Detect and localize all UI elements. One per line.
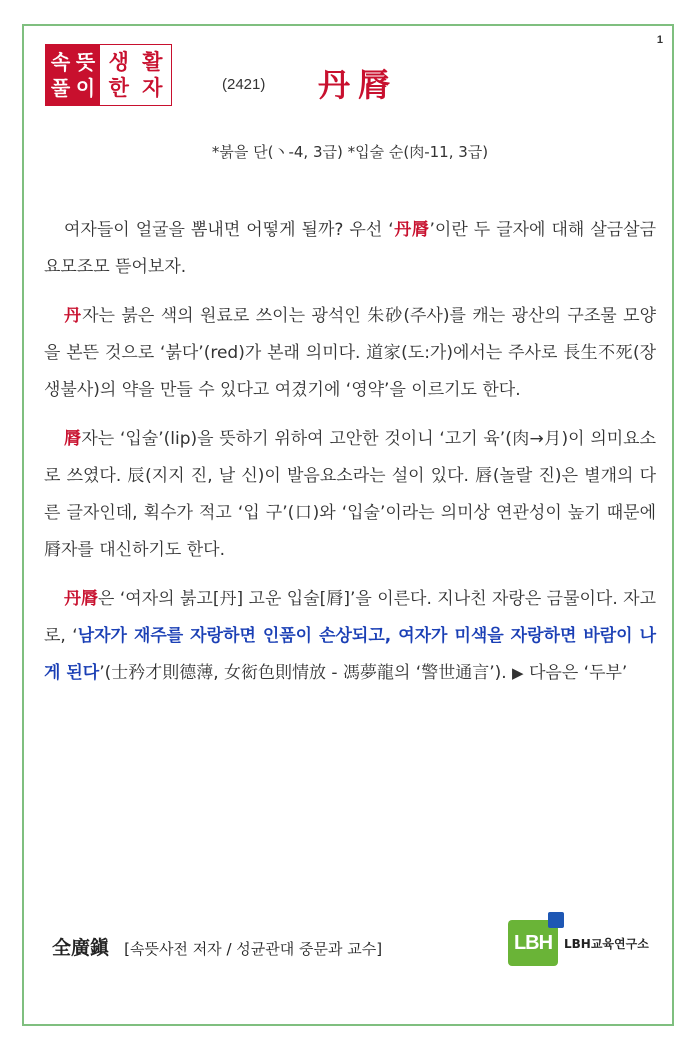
logo-char: 활 xyxy=(142,49,163,74)
highlight-hanja: 丹脣 xyxy=(393,220,430,240)
text: 은 ‘여자의 붉고[丹] 고운 입술[脣]’을 이른다. 지나친 자랑은 금물이다. 자고로, ‘ xyxy=(44,589,657,646)
logo-left-block xyxy=(46,45,100,105)
text: ’(士矜才則德薄, 女衒色則情放 - 馮夢龍의 ‘警世通言’). xyxy=(99,663,513,683)
text: 여자들이 얼굴을 뽐내면 어떻게 될까? 우선 ‘ xyxy=(64,220,394,240)
lbh-badge-text: LBH xyxy=(513,931,553,954)
logo-char: 자 xyxy=(142,75,163,100)
highlight-hanja: 丹 xyxy=(64,306,83,326)
logo-char: 뜻 xyxy=(75,50,96,74)
highlight-hanja: 脣 xyxy=(64,429,82,449)
quote-highlight: 남자가 재주를 자랑하면 인품이 손상되고, 여자가 미색을 자랑하면 바람이 나게 된다 xyxy=(44,626,657,683)
logo-char: 생 xyxy=(108,49,129,74)
logo-char: 속 xyxy=(50,50,71,74)
lbh-badge-icon xyxy=(508,920,558,966)
paragraph-4 xyxy=(44,581,656,692)
logo-right-block xyxy=(100,45,171,105)
lbh-logo xyxy=(508,920,649,966)
subtitle: *붉을 단(丶-4, 3급) *입술 순(肉-11, 3급) xyxy=(211,143,489,161)
paragraph-3 xyxy=(44,421,656,569)
logo xyxy=(45,44,172,106)
author-line xyxy=(52,933,382,960)
text: 다음은 ‘두부’ xyxy=(523,663,628,683)
highlight-hanja: 丹脣 xyxy=(64,589,99,609)
lbh-institute-name: LBH교육연구소 xyxy=(564,936,649,951)
triangle-arrow-icon: ▶ xyxy=(512,664,524,682)
text: ’이란 두 글자에 대해 살금살금 요모조모 뜯어보자. xyxy=(44,220,657,277)
paragraph-1 xyxy=(44,212,656,286)
text: 자는 ‘입술’(lip)을 뜻하기 위하여 고안한 것이니 ‘고기 육’(肉→月)이 의미요소로 쓰였다. 辰(지지 진, 날 신)이 발음요소라는 설이 있다. 唇(놀랄 진)은 별개의 다른 글자인데, 획수가 적고 ‘입 구’(口)와 ‘입술’이라는 의미상 연관성이 높기 때문에 脣자를 대신하기도 한다. xyxy=(44,429,657,560)
logo-char: 풀 xyxy=(50,76,71,100)
article-body xyxy=(44,212,656,704)
page-title: 丹脣 xyxy=(318,66,399,104)
page-number: 1 xyxy=(656,34,663,46)
author-name: 全廣鎭 xyxy=(52,937,110,959)
article-code: (2421) xyxy=(222,76,266,93)
author-description: [속뜻사전 저자 / 성균관대 중문과 교수] xyxy=(124,940,383,958)
lbh-badge-accent xyxy=(548,912,564,928)
text: 자는 붉은 색의 원료로 쓰이는 광석인 朱砂(주사)를 캐는 광산의 구조물 모양을 본뜬 것으로 ‘붉다’(red)가 본래 의미다. 道家(도:가)에서는 주사로 長生不死(장생불사)의 약을 만들 수 있다고 여겼기에 ‘영약’을 이르기도 한다. xyxy=(44,306,657,400)
logo-char: 이 xyxy=(75,76,96,100)
logo-char: 한 xyxy=(108,75,129,100)
paragraph-2 xyxy=(44,298,656,409)
